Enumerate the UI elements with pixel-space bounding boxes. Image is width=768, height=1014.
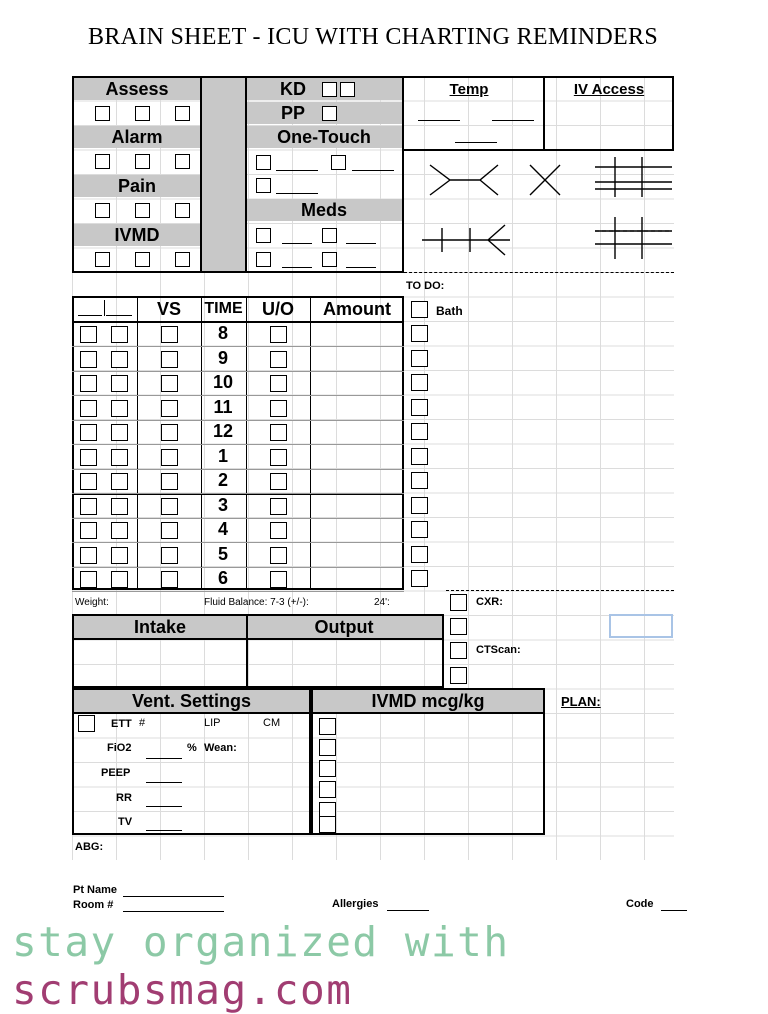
ivmd-mcg-checkbox[interactable] bbox=[319, 739, 336, 756]
vline bbox=[104, 300, 105, 316]
pp-label: PP bbox=[280, 103, 305, 123]
row-checkbox[interactable] bbox=[111, 375, 128, 392]
vline bbox=[137, 296, 138, 590]
chem-grid-icon bbox=[595, 157, 672, 197]
vs-checkbox[interactable] bbox=[161, 326, 178, 343]
kd-checkbox[interactable] bbox=[340, 82, 355, 97]
uo-checkbox[interactable] bbox=[270, 498, 287, 515]
blank-line bbox=[146, 758, 182, 759]
page-title: BRAIN SHEET - ICU WITH CHARTING REMINDERS bbox=[88, 24, 658, 50]
row-line bbox=[72, 469, 404, 470]
row-checkbox[interactable] bbox=[111, 571, 128, 588]
row-line bbox=[72, 444, 404, 445]
blank-line bbox=[346, 243, 376, 244]
blank-line bbox=[276, 193, 318, 194]
pain-checkbox[interactable] bbox=[95, 203, 110, 218]
assess-label: Assess bbox=[105, 79, 169, 99]
vs-checkbox[interactable] bbox=[161, 449, 178, 466]
tv-label: TV bbox=[118, 816, 133, 828]
blank-line bbox=[146, 830, 182, 831]
assess-checkbox[interactable] bbox=[135, 106, 150, 121]
vs-checkbox[interactable] bbox=[161, 473, 178, 490]
hline bbox=[72, 712, 311, 714]
row-checkbox[interactable] bbox=[80, 351, 97, 368]
code-label: Code bbox=[626, 898, 654, 910]
selected-cell[interactable] bbox=[609, 614, 673, 638]
vline bbox=[201, 296, 202, 590]
peep-label: PEEP bbox=[101, 767, 131, 779]
row-line bbox=[72, 542, 404, 543]
24h-label: 24': bbox=[374, 597, 390, 608]
time-cell: 12 bbox=[212, 421, 234, 441]
assess-checkbox[interactable] bbox=[95, 106, 110, 121]
alarm-checkbox[interactable] bbox=[95, 154, 110, 169]
time-cell: 2 bbox=[217, 470, 228, 490]
row-line bbox=[72, 371, 404, 372]
ett-number-label: # bbox=[139, 717, 146, 729]
footer-prefix: stay organized with bbox=[12, 918, 510, 966]
time-cell: 4 bbox=[217, 519, 228, 539]
ctscan-checkbox[interactable] bbox=[450, 642, 467, 659]
meds-checkbox[interactable] bbox=[256, 252, 271, 267]
time-header: TIME bbox=[204, 300, 243, 317]
vs-checkbox[interactable] bbox=[161, 351, 178, 368]
uo-checkbox[interactable] bbox=[270, 473, 287, 490]
code-field[interactable] bbox=[661, 910, 687, 911]
iv-access-label: IV Access bbox=[573, 81, 645, 98]
todo-checkbox[interactable] bbox=[411, 472, 428, 489]
row-checkbox[interactable] bbox=[80, 498, 97, 515]
blank-line bbox=[346, 267, 376, 268]
divider-column bbox=[200, 78, 246, 271]
lab-grid-icon bbox=[595, 217, 672, 259]
row-checkbox[interactable] bbox=[111, 424, 128, 441]
lab-fishbone-diagrams bbox=[410, 155, 672, 270]
intake-label: Intake bbox=[133, 617, 187, 637]
one-touch-label: One-Touch bbox=[277, 127, 371, 147]
row-line bbox=[72, 518, 404, 519]
todo-checkbox[interactable] bbox=[411, 546, 428, 563]
row-checkbox[interactable] bbox=[80, 547, 97, 564]
row-checkbox[interactable] bbox=[111, 326, 128, 343]
hline bbox=[72, 321, 404, 323]
row-checkbox[interactable] bbox=[111, 498, 128, 515]
vline bbox=[246, 296, 247, 590]
ivmd-mcg-checkbox[interactable] bbox=[319, 781, 336, 798]
assess-checkbox[interactable] bbox=[175, 106, 190, 121]
vs-checkbox[interactable] bbox=[161, 375, 178, 392]
todo-checkbox[interactable] bbox=[411, 423, 428, 440]
one-touch-checkbox[interactable] bbox=[331, 155, 346, 170]
fio2-label: FiO2 bbox=[107, 742, 132, 754]
output-label: Output bbox=[314, 617, 374, 637]
abg-label: ABG: bbox=[75, 841, 104, 853]
ivmd-mcg-title: IVMD mcg/kg bbox=[371, 691, 485, 711]
vs-checkbox[interactable] bbox=[161, 424, 178, 441]
uo-checkbox[interactable] bbox=[270, 547, 287, 564]
kd-label: KD bbox=[280, 79, 306, 99]
ivmd-mcg-checkbox[interactable] bbox=[319, 816, 336, 833]
room-field[interactable] bbox=[123, 911, 224, 912]
uo-checkbox[interactable] bbox=[270, 449, 287, 466]
row-line bbox=[72, 346, 404, 347]
weight-label: Weight: bbox=[75, 597, 109, 608]
row-checkbox[interactable] bbox=[80, 400, 97, 417]
time-cell: 8 bbox=[217, 323, 228, 343]
meds-checkbox[interactable] bbox=[322, 228, 337, 243]
vs-header: VS bbox=[156, 299, 181, 319]
vs-checkbox[interactable] bbox=[161, 498, 178, 515]
blank-line bbox=[276, 170, 318, 171]
blank-line bbox=[146, 782, 182, 783]
alarm-checkbox[interactable] bbox=[135, 154, 150, 169]
row-line bbox=[72, 591, 404, 592]
todo-checkbox[interactable] bbox=[411, 570, 428, 587]
todo-checkbox[interactable] bbox=[411, 350, 428, 367]
pain-checkbox[interactable] bbox=[175, 203, 190, 218]
coag-cross-icon bbox=[530, 165, 560, 195]
fluid-balance-label: Fluid Balance: 7-3 (+/-): bbox=[204, 597, 309, 608]
vline bbox=[200, 76, 202, 273]
todo-checkbox[interactable] bbox=[411, 497, 428, 514]
pt-name-field[interactable] bbox=[123, 896, 224, 897]
ivmd-checkbox[interactable] bbox=[95, 252, 110, 267]
blank-line bbox=[282, 267, 312, 268]
vs-checkbox[interactable] bbox=[161, 571, 178, 588]
time-cell: 3 bbox=[217, 494, 228, 515]
uo-header: U/O bbox=[261, 299, 294, 319]
uo-checkbox[interactable] bbox=[270, 326, 287, 343]
hline bbox=[72, 638, 444, 640]
uo-checkbox[interactable] bbox=[270, 351, 287, 368]
kd-checkbox[interactable] bbox=[322, 82, 337, 97]
ivmd-mcg-checkbox[interactable] bbox=[319, 760, 336, 777]
temp-label: Temp bbox=[449, 81, 489, 98]
percent-label: % bbox=[187, 742, 197, 754]
pt-name-label: Pt Name bbox=[73, 884, 118, 896]
vs-checkbox[interactable] bbox=[161, 547, 178, 564]
row-checkbox[interactable] bbox=[111, 522, 128, 539]
todo-label: TO DO: bbox=[406, 280, 445, 292]
ett-label: ETT bbox=[111, 718, 132, 730]
one-touch-checkbox[interactable] bbox=[256, 178, 271, 193]
time-cell: 1 bbox=[217, 445, 228, 466]
imaging-checkbox[interactable] bbox=[450, 618, 467, 635]
cbc-fishbone-icon bbox=[430, 165, 498, 195]
row-checkbox[interactable] bbox=[80, 522, 97, 539]
pain-label: Pain bbox=[117, 176, 156, 196]
todo-checkbox[interactable] bbox=[411, 448, 428, 465]
ivmd-label: IVMD bbox=[114, 225, 160, 245]
row-checkbox[interactable] bbox=[80, 449, 97, 466]
cxr-checkbox[interactable] bbox=[450, 594, 467, 611]
uo-checkbox[interactable] bbox=[270, 400, 287, 417]
row-checkbox[interactable] bbox=[80, 424, 97, 441]
dashed-separator bbox=[404, 272, 674, 273]
time-cell: 10 bbox=[212, 372, 234, 392]
bath-label: Bath bbox=[436, 304, 463, 318]
temp-blank-line bbox=[492, 120, 534, 121]
blank-line bbox=[106, 315, 132, 316]
pp-checkbox[interactable] bbox=[322, 106, 337, 121]
uo-checkbox[interactable] bbox=[270, 522, 287, 539]
vline bbox=[310, 296, 311, 590]
vent-checkbox[interactable] bbox=[78, 715, 95, 732]
ivmd-mcg-checkbox[interactable] bbox=[319, 718, 336, 735]
row-checkbox[interactable] bbox=[111, 547, 128, 564]
todo-checkbox[interactable] bbox=[411, 399, 428, 416]
row-checkbox[interactable] bbox=[80, 326, 97, 343]
room-label: Room # bbox=[73, 899, 114, 911]
temp-blank-line bbox=[418, 120, 460, 121]
cm-label: CM bbox=[263, 717, 281, 729]
todo-checkbox[interactable] bbox=[411, 325, 428, 342]
one-touch-checkbox[interactable] bbox=[256, 155, 271, 170]
alarm-label: Alarm bbox=[111, 127, 163, 147]
time-cell: 6 bbox=[217, 568, 228, 588]
todo-checkbox[interactable] bbox=[411, 374, 428, 391]
uo-checkbox[interactable] bbox=[270, 375, 287, 392]
vline bbox=[245, 76, 247, 273]
imaging-checkbox[interactable] bbox=[450, 667, 467, 684]
row-checkbox[interactable] bbox=[111, 351, 128, 368]
meds-checkbox[interactable] bbox=[322, 252, 337, 267]
uo-checkbox[interactable] bbox=[270, 571, 287, 588]
dashed-separator bbox=[446, 590, 674, 591]
amount-header: Amount bbox=[323, 299, 391, 319]
allergies-label: Allergies bbox=[332, 898, 379, 910]
row-checkbox[interactable] bbox=[111, 449, 128, 466]
temp-blank-line bbox=[455, 142, 497, 143]
footer-tagline bbox=[12, 918, 768, 1014]
row-checkbox[interactable] bbox=[111, 473, 128, 490]
time-cell: 11 bbox=[213, 396, 233, 417]
ivmd-checkbox[interactable] bbox=[135, 252, 150, 267]
vs-checkbox[interactable] bbox=[161, 522, 178, 539]
ctscan-label: CTScan: bbox=[476, 644, 521, 656]
todo-checkbox[interactable] bbox=[411, 521, 428, 538]
row-checkbox[interactable] bbox=[80, 473, 97, 490]
footer-brand[interactable]: scrubsmag.com bbox=[12, 966, 353, 1014]
vent-settings-title: Vent. Settings bbox=[131, 691, 252, 711]
row-line bbox=[72, 395, 404, 396]
row-checkbox[interactable] bbox=[111, 400, 128, 417]
row-line bbox=[72, 420, 404, 421]
row-line bbox=[72, 567, 404, 568]
blank-line bbox=[78, 315, 102, 316]
wean-label: Wean: bbox=[204, 742, 237, 754]
lip-label: LIP bbox=[204, 717, 221, 729]
vs-checkbox[interactable] bbox=[161, 400, 178, 417]
blank-line bbox=[146, 806, 182, 807]
alarm-checkbox[interactable] bbox=[175, 154, 190, 169]
allergies-field[interactable] bbox=[387, 910, 429, 911]
row-checkbox[interactable] bbox=[80, 375, 97, 392]
row-checkbox[interactable] bbox=[80, 571, 97, 588]
ivmd-checkbox[interactable] bbox=[175, 252, 190, 267]
pain-checkbox[interactable] bbox=[135, 203, 150, 218]
uo-checkbox[interactable] bbox=[270, 424, 287, 441]
bmp-fishbone-icon bbox=[422, 225, 510, 255]
meds-checkbox[interactable] bbox=[256, 228, 271, 243]
rr-label: RR bbox=[116, 792, 132, 804]
meds-label: Meds bbox=[300, 200, 347, 220]
hline bbox=[311, 712, 545, 714]
todo-checkbox[interactable] bbox=[411, 301, 428, 318]
blank-line bbox=[352, 170, 394, 171]
time-cell: 5 bbox=[217, 543, 228, 564]
time-cell: 9 bbox=[217, 347, 228, 368]
row-line bbox=[72, 493, 404, 494]
blank-line bbox=[282, 243, 312, 244]
plan-label: PLAN: bbox=[561, 694, 601, 709]
cxr-label: CXR: bbox=[476, 596, 503, 608]
